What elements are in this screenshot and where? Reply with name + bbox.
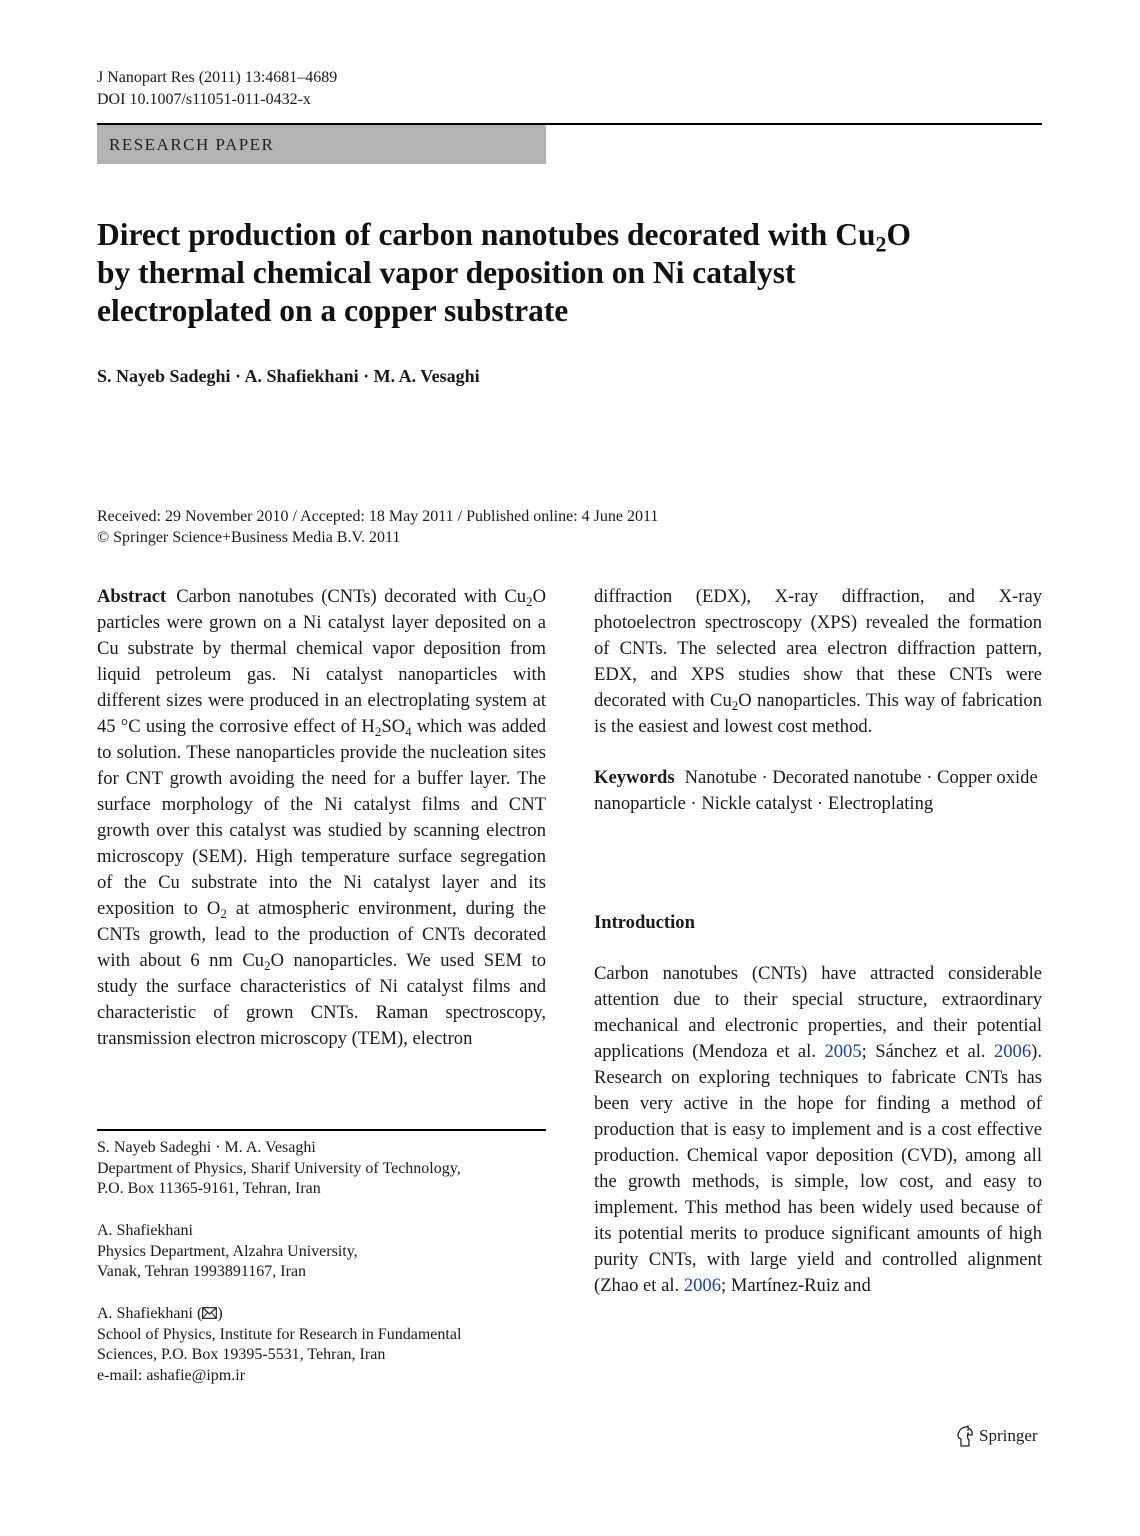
introduction-paragraph: Carbon nanotubes (CNTs) have attracted considerable attention due to their special structure, extraordinary mechanical and electronic properties, and their potential applications (Mendoza et al. 2005; Sánchez et al. 2006). Research on exploring techniques to fabricate CNTs has been very active in the hope for finding a method of production that is easy to implement and is a cost effective production. Chemical vapor deposition (CVD), among all the growth methods, is simple, low cost, and easy to implement. This method has been widely used because of its potential merits to produce significant amounts of high purity CNTs, with large yield and controlled alignment (Zhao et al. 2006; Martínez-Ruiz and bbox=[594, 963, 1042, 1296]
journal-citation: J Nanopart Res (2011) 13:4681–4689 bbox=[97, 69, 338, 86]
abstract-label: Abstract bbox=[97, 586, 167, 607]
right-column bbox=[594, 584, 1042, 1299]
paper-title bbox=[97, 216, 997, 330]
affiliation-2: A. Shafiekhani Physics Department, Alzahra University, Vanak, Tehran 1993891167, Iran bbox=[97, 1222, 358, 1281]
citation-link[interactable]: 2005 bbox=[824, 1041, 862, 1062]
title-line-3: electroplated on a copper substrate bbox=[97, 293, 569, 328]
citation-link[interactable]: 2006 bbox=[683, 1275, 722, 1296]
publisher-name: Springer bbox=[979, 1426, 1038, 1445]
doi: DOI 10.1007/s11051-011-0432-x bbox=[97, 91, 311, 108]
abstract-continued: diffraction (EDX), X-ray diffraction, and X-ray photoelectron spectroscopy (XPS) revealed the formation of CNTs. The selected area electron diffraction pattern, EDX, and XPS studies show that these CNTs were decorated with $Cu_2O$ nanoparticles. This way of fabrication is the easiest and lowest cost method. bbox=[594, 586, 1042, 737]
envelope-icon bbox=[202, 1307, 217, 1319]
journal-header bbox=[97, 67, 337, 111]
author-list: S. Nayeb Sadeghi · A. Shafiekhani · M. A. Vesaghi bbox=[97, 366, 480, 386]
email: e-mail: ashafie@ipm.ir bbox=[97, 1367, 246, 1385]
publisher-logo bbox=[955, 1424, 1038, 1448]
keywords-text: Nanotube · Decorated nanotube · Copper oxide nanoparticle · Nickle catalyst · Electroplating bbox=[594, 767, 1038, 814]
title-line-2: by thermal chemical vapor deposition on Ni catalyst bbox=[97, 255, 796, 290]
abstract: Abstract Carbon nanotubes (CNTs) decorated with $Cu_2O$ particles were grown on a Ni catalyst layer deposited on a Cu substrate by thermal chemical vapor deposition from liquid petroleum gas. Ni catalyst nanoparticles with different sizes were produced in an electroplating system at 45 °C using the corrosive effect of $H_2SO_4$ which was added to solution. These nanoparticles provide the nucleation sites for CNT growth avoiding the need for a buffer layer. The surface morphology of the Ni catalyst films and CNT growth over this catalyst was studied by scanning electron microscopy (SEM). High temperature surface segregation of the Cu substrate into the Ni catalyst layer and its exposition to $O_2$ at atmospheric environment, during the CNTs growth, lead to the production of CNTs decorated with about 6 nm $Cu_2O$ nanoparticles. We used SEM to study the surface characteristics of Ni catalyst films and characteristic of grown CNTs. Raman spectroscopy, transmission electron microscopy (TEM), electron bbox=[97, 586, 546, 1049]
affiliation-1: S. Nayeb Sadeghi · M. A. Vesaghi Department of Physics, Sharif University of Technology, P.O. Box 11365-9161, Tehran, Iran bbox=[97, 1139, 461, 1198]
citation-link[interactable]: 2006 bbox=[993, 1041, 1032, 1062]
section-heading-introduction: Introduction bbox=[594, 912, 695, 933]
title-line-1: Direct production of carbon nanotubes decorated with $Cu_2O$ bbox=[97, 217, 912, 257]
keywords-label: Keywords bbox=[594, 767, 675, 788]
received-line: Received: 29 November 2010 / Accepted: 18 May 2011 / Published online: 4 June 2011 bbox=[97, 508, 659, 525]
keywords bbox=[594, 765, 1042, 817]
springer-horse-icon bbox=[955, 1425, 975, 1447]
affiliation-3: A. Shafiekhani ( ) School of Physics, Institute for Research in Fundamental Sciences, P.O. Box 19395-5531, Tehran, Iran e-mail: ashafie@ipm.ir bbox=[97, 1304, 546, 1387]
copyright-line: © Springer Science+Business Media B.V. 2011 bbox=[97, 529, 401, 546]
publication-dates bbox=[97, 506, 658, 548]
section-banner: RESEARCH PAPER bbox=[97, 125, 546, 164]
footnote-rule bbox=[97, 1129, 546, 1131]
left-column bbox=[97, 584, 546, 1052]
